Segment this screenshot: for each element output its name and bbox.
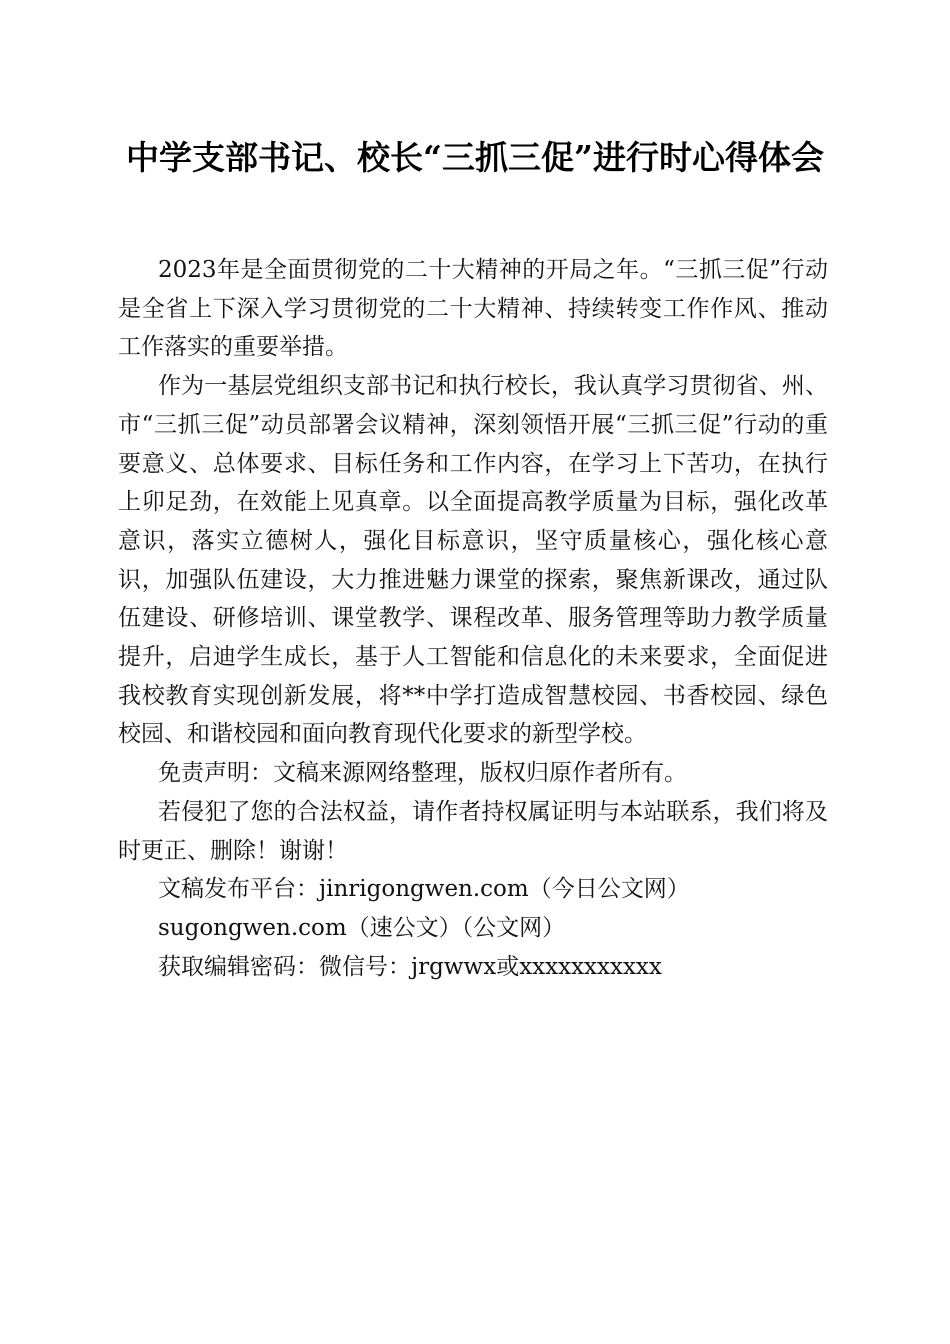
infringement-notice: 若侵犯了您的合法权益，请作者持权属证明与本站联系，我们将及时更正、删除！谢谢！ xyxy=(118,798,828,864)
document-title: 中学支部书记、校长“三抓三促”进行时心得体会 xyxy=(126,138,824,177)
paragraph-main: 作为一基层党组织支部书记和执行校长，我认真学习贯彻省、州、市“三抓三促”动员部署会议精神，深刻领悟开展“三抓三促”行动的重要意义、总体要求、目标任务和工作内容，在学习上下苦功，在执行上卯足劲，在效能上见真章。以全面提高教学质量为目标，强化改革意识，落实立德树人，强化目标意识，坚守质量核心，强化核心意识，加强队伍建设，大力推进魅力课堂的探索，聚焦新课改，通过队伍建设、研修培训、课堂教学、课程改革、服务管理等助力教学质量提升，启迪学生成长，基于人工智能和信息化的未来要求，全面促进我校教育实现创新发展，将**中学打造成智慧校园、书香校园、绿色校园、和谐校园和面向教育现代化要求的新型学校。 xyxy=(118,373,828,748)
disclaimer-text: 免责声明：文稿来源网络整理，版权归原作者所有。 xyxy=(158,760,687,787)
site-line: sugongwen.com（速公文）（公文网） xyxy=(158,914,566,941)
document-body xyxy=(118,251,828,986)
password-line: 获取编辑密码：微信号：jrgwwx或xxxxxxxxxxx xyxy=(158,953,662,980)
platform-line: 文稿发布平台：jinrigongwen.com（今日公文网） xyxy=(158,876,690,903)
paragraph-intro: 2023年是全面贯彻党的二十大精神的开局之年。“三抓三促”行动是全省上下深入学习贯彻党的二十大精神、持续转变工作作风、推动工作落实的重要举措。 xyxy=(118,257,828,361)
